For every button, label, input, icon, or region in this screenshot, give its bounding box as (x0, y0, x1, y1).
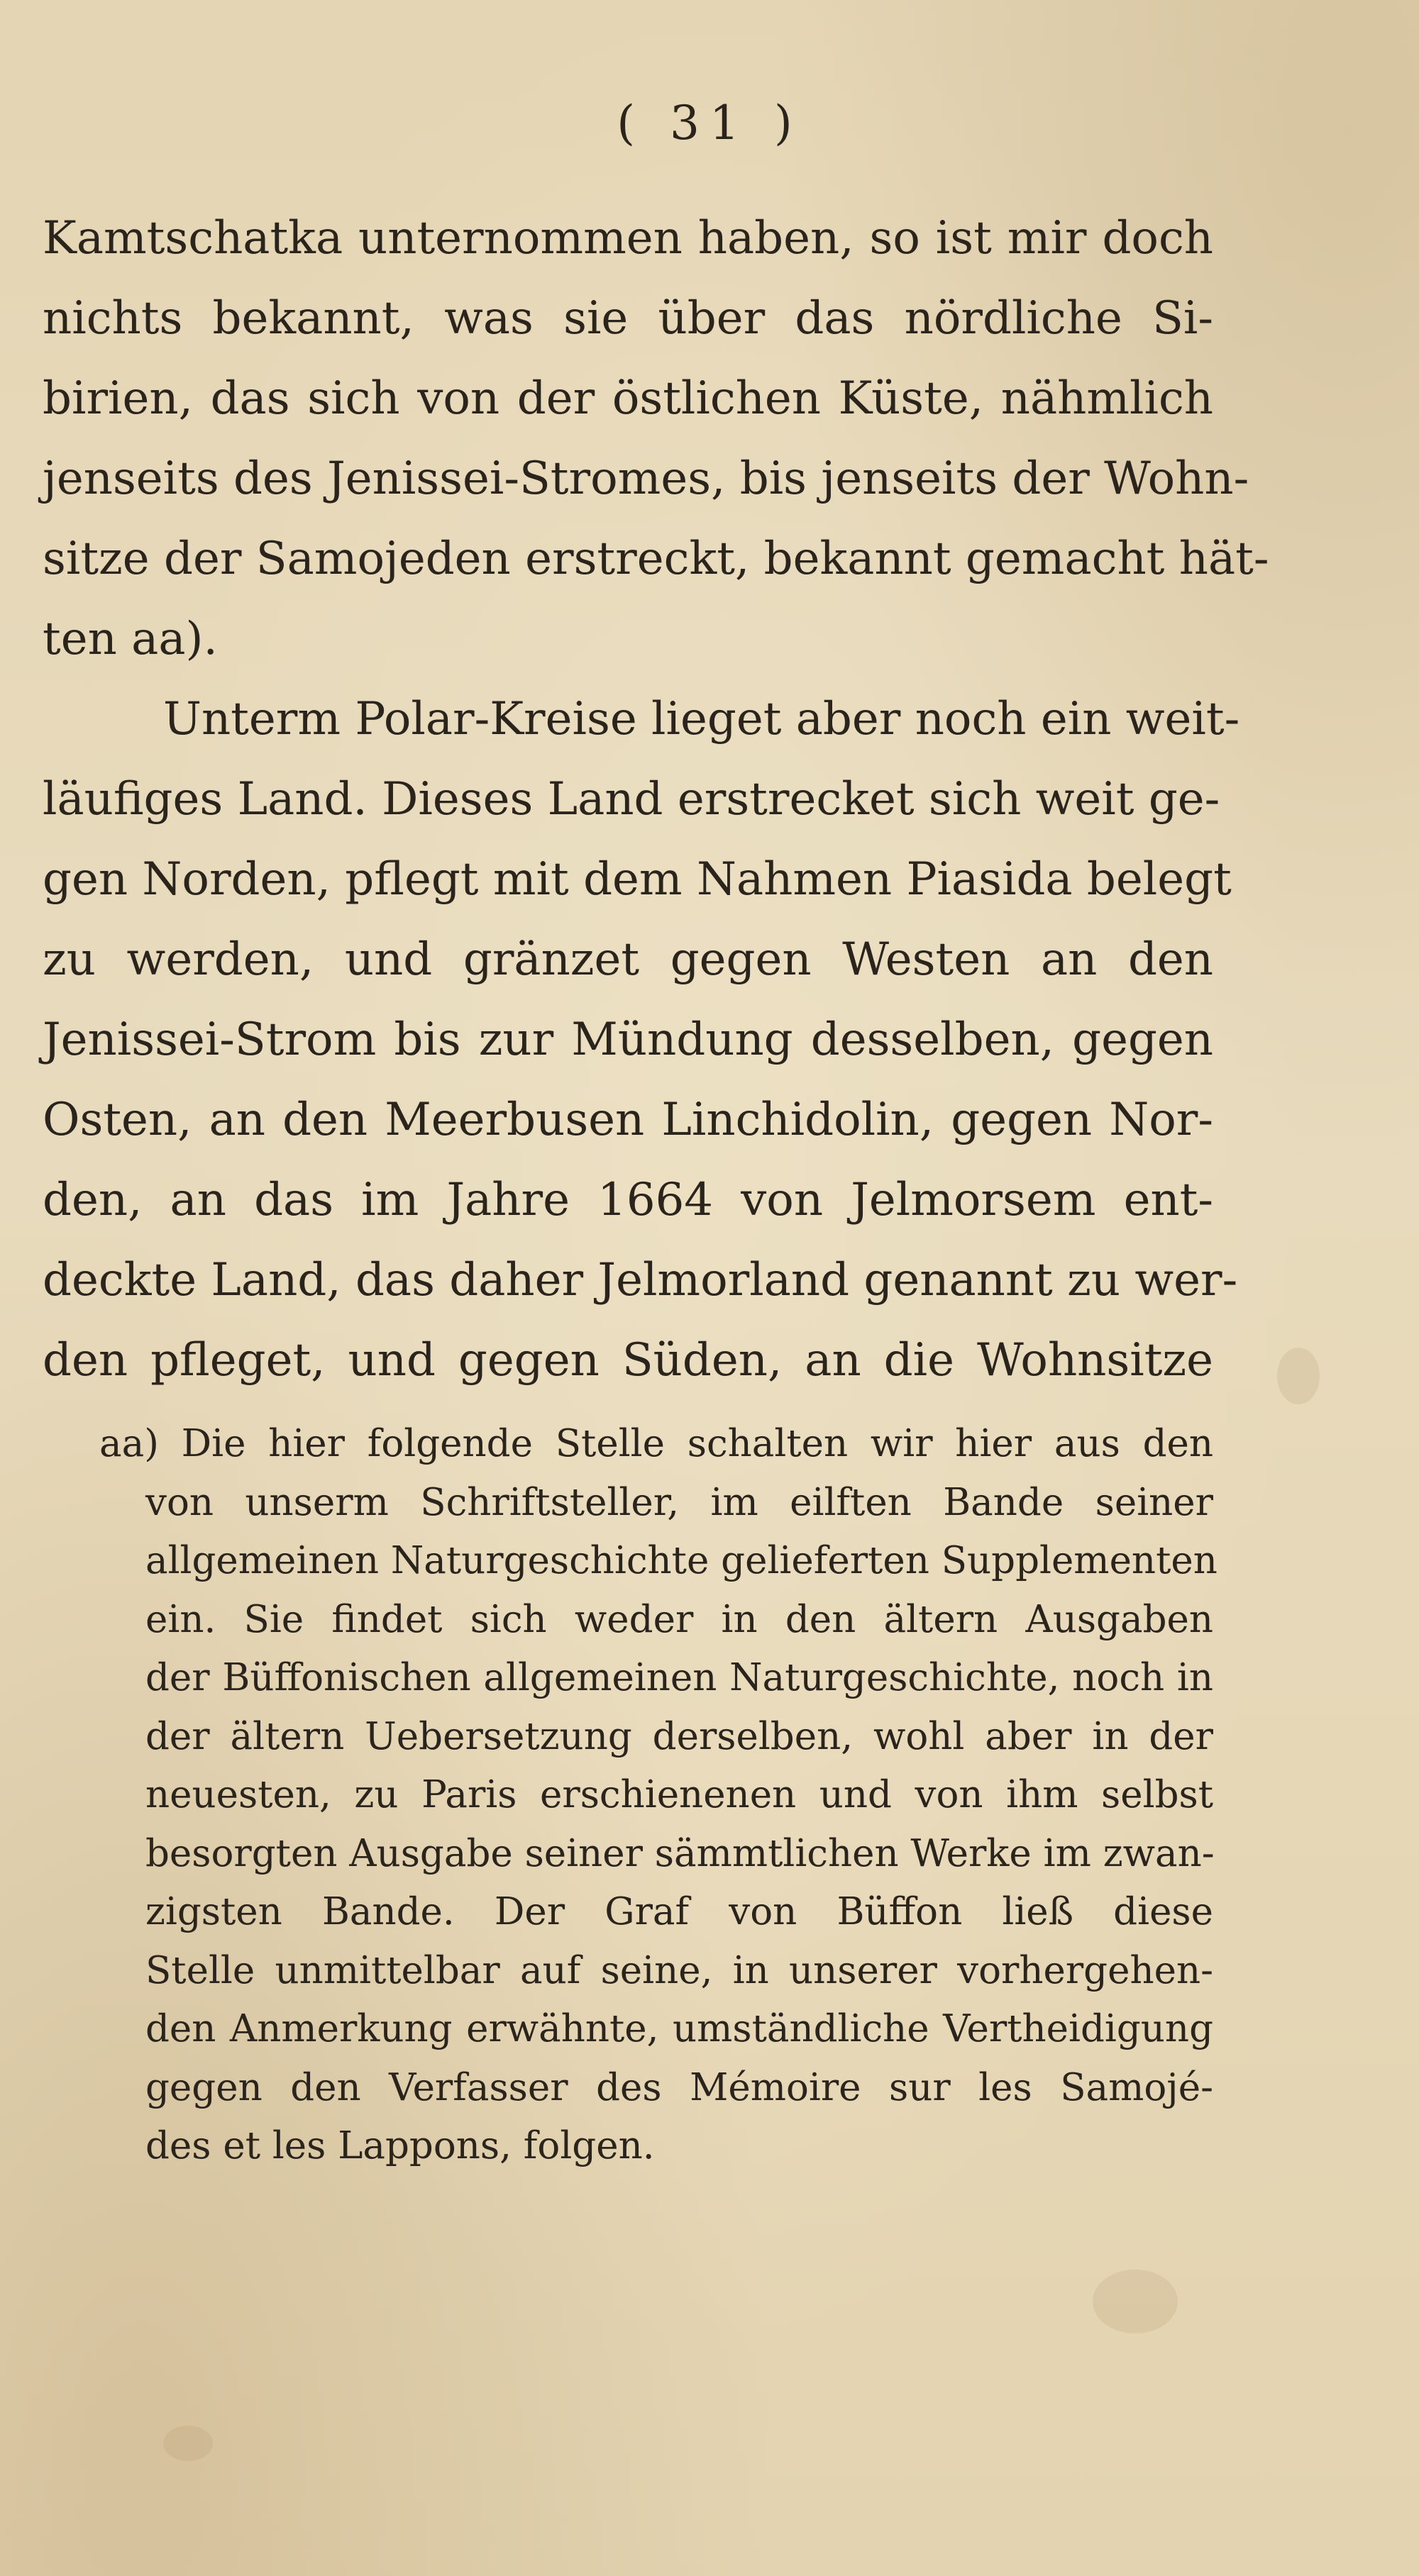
text-line: Kamtschatka unternommen haben, so ist mir doch (43, 212, 1213, 265)
footnote-line: zigsten Bande. Der Graf von Büffon ließ diese (145, 1890, 1213, 1933)
text-line: sitze der Samojeden erstreckt, bekannt gemacht hät- (43, 533, 1269, 585)
main-text (43, 199, 1269, 1401)
text-line: Jenissei-Strom bis zur Mündung desselben, gegen (43, 1014, 1213, 1066)
text-line: den pfleget, und gegen Süden, an die Wohnsitze (43, 1334, 1213, 1387)
paper-stain (1277, 1348, 1320, 1404)
text-line: den, an das im Jahre 1664 von Jelmorsem ent- (43, 1174, 1213, 1226)
text-line: jenseits des Jenissei-Stromes, bis jenseits der Wohn- (43, 453, 1249, 505)
text-line: Unterm Polar-Kreise lieget aber noch ein weit- (163, 693, 1240, 745)
footnote-line: der ältern Uebersetzung derselben, wohl aber in der (145, 1714, 1213, 1758)
text-line: birien, das sich von der östlichen Küste, nähmlich (43, 372, 1213, 425)
text-line: Osten, an den Meerbusen Linchidolin, gegen Nor- (43, 1094, 1213, 1146)
footnote-line: ein. Sie findet sich weder in den ältern Ausgaben (145, 1597, 1213, 1641)
text-line: zu werden, und gränzet gegen Westen an den (43, 933, 1213, 986)
footnote-line: Stelle unmittelbar auf seine, in unserer vorhergehen- (145, 1948, 1213, 1992)
footnote-line: der Büffonischen allgemeinen Naturgeschichte, noch in (145, 1656, 1213, 1699)
footnote-line: allgemeinen Naturgeschichte gelieferten Supplementen (145, 1539, 1218, 1582)
text-line: nichts bekannt, was sie über das nördliche Si- (43, 292, 1213, 345)
text-line: gen Norden, pflegt mit dem Nahmen Piasida belegt (43, 853, 1232, 906)
paper-stain (1093, 2270, 1178, 2333)
footnote-line: den Anmerkung erwähnte, umständliche Vertheidigung (145, 2007, 1213, 2050)
text-line: läufiges Land. Dieses Land erstrecket sich weit ge- (43, 773, 1220, 826)
footnote-line: gegen den Verfasser des Mémoire sur les Samojé- (145, 2065, 1213, 2109)
page-number: ( 31 ) (617, 96, 802, 150)
footnote (99, 1415, 1218, 2176)
paper-stain (163, 2426, 213, 2461)
footnote-line: aa) Die hier folgende Stelle schalten wir hier aus den (99, 1422, 1213, 1465)
footnote-line: besorgten Ausgabe seiner sämmtlichen Werke im zwan- (145, 1831, 1215, 1875)
footnote-line: von unserm Schriftsteller, im eilften Bande seiner (145, 1480, 1213, 1524)
footnote-line: neuesten, zu Paris erschienenen und von ihm selbst (145, 1773, 1213, 1816)
footnote-line: des et les Lappons, folgen. (145, 2124, 655, 2167)
text-line: ten aa). (43, 613, 218, 665)
text-line: deckte Land, das daher Jelmorland genannt zu wer- (43, 1254, 1238, 1306)
